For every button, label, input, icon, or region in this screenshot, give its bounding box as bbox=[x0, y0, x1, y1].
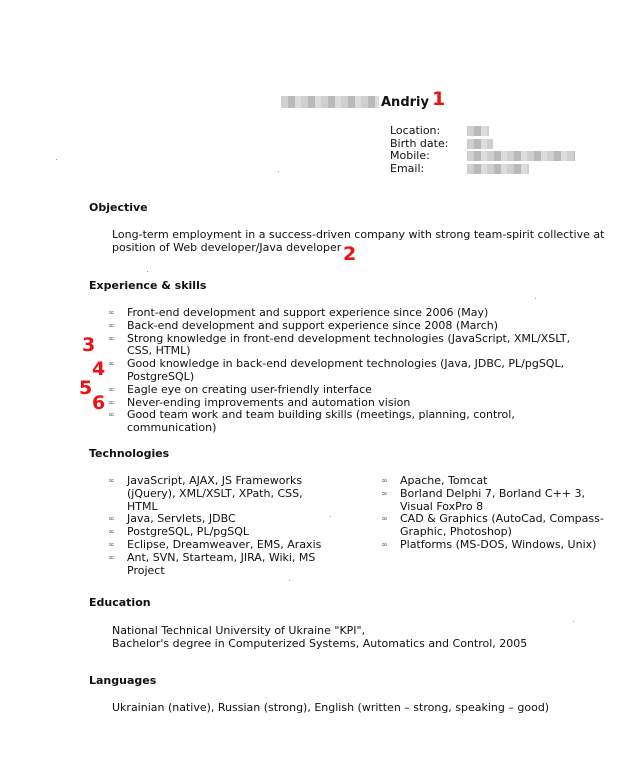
section-title-experience: Experience & skills bbox=[89, 279, 207, 292]
experience-list bbox=[107, 307, 597, 435]
technology-item: ∞ Ant, SVN, Starteam, JIRA, Wiki, MS Project bbox=[107, 552, 322, 578]
objective-text bbox=[112, 228, 612, 254]
scan-speck bbox=[535, 298, 536, 299]
contact-label-email: Email: bbox=[390, 162, 425, 176]
candidate-name: Andriy bbox=[381, 95, 429, 110]
scan-speck bbox=[278, 171, 279, 172]
scan-speck bbox=[573, 621, 574, 622]
experience-item: ∞ Good team work and team building skills (meetings, planning, control, communication) bbox=[107, 409, 597, 435]
technology-item: ∞ JavaScript, AJAX, JS Frameworks (jQuery), XML/XSLT, XPath, CSS, HTML bbox=[107, 475, 322, 513]
education-line-2: Bachelor's degree in Computerized Systems, Automatics and Control, 2005 bbox=[112, 637, 528, 650]
contact-labels bbox=[390, 125, 470, 176]
annotation-marker-4: 4 bbox=[92, 358, 106, 380]
technology-item: ∞ Platforms (MS-DOS, Windows, Unix) bbox=[380, 539, 605, 552]
contact-label-birth-date: Birth date: bbox=[390, 136, 449, 150]
section-title-technologies: Technologies bbox=[89, 447, 170, 460]
annotation-marker-2: 2 bbox=[343, 243, 357, 265]
technology-item: ∞ CAD & Graphics (AutoCad, Compass-Graphic, Photoshop) bbox=[380, 513, 605, 539]
redacted-birth-date bbox=[467, 139, 493, 149]
technology-item: ∞ Java, Servlets, JDBC bbox=[107, 513, 322, 526]
technology-item: ∞ Borland Delphi 7, Borland C++ 3, Visual FoxPro 8 bbox=[380, 488, 605, 514]
redacted-surname bbox=[281, 96, 379, 108]
section-title-education: Education bbox=[89, 596, 151, 609]
objective-line-2: position of Web developer/Java developer bbox=[112, 241, 342, 254]
contact-label-location: Location: bbox=[390, 124, 441, 137]
annotation-marker-1: 1 bbox=[432, 88, 446, 110]
scan-speck bbox=[56, 159, 57, 160]
technology-item: ∞ PostgreSQL, PL/pgSQL bbox=[107, 526, 322, 539]
section-title-languages: Languages bbox=[89, 674, 157, 687]
technologies-right-list bbox=[380, 475, 605, 552]
technology-item: ∞ Eclipse, Dreamweaver, EMS, Araxis bbox=[107, 539, 322, 552]
section-title-objective: Objective bbox=[89, 201, 148, 214]
education-text bbox=[112, 624, 592, 650]
experience-item: ∞ Good knowledge in back-end development technologies (Java, JDBC, PL/pgSQL, PostgreSQL) bbox=[107, 358, 597, 384]
annotation-marker-3: 3 bbox=[82, 334, 96, 356]
experience-item: ∞ Strong knowledge in front-end development technologies (JavaScript, XML/XSLT, CSS, HTML) bbox=[107, 333, 597, 359]
languages-text: Ukrainian (native), Russian (strong), English (written – strong, speaking – good) bbox=[112, 701, 550, 714]
contact-label-mobile: Mobile: bbox=[390, 149, 430, 163]
scan-speck bbox=[147, 271, 148, 272]
scan-speck bbox=[289, 580, 290, 581]
annotation-marker-5: 5 bbox=[79, 377, 93, 399]
experience-item: ∞ Eagle eye on creating user-friendly interface bbox=[107, 384, 597, 397]
experience-item: ∞ Front-end development and support experience since 2006 (May) bbox=[107, 307, 597, 320]
redacted-mobile bbox=[467, 151, 575, 161]
redacted-location bbox=[467, 126, 489, 136]
annotation-marker-6: 6 bbox=[92, 392, 106, 414]
redacted-email bbox=[467, 164, 529, 174]
objective-line-1: Long-term employment in a success-driven company with strong team-spirit collective at bbox=[112, 228, 605, 241]
technologies-left-list bbox=[107, 475, 322, 577]
education-line-1: National Technical University of Ukraine "KPI", bbox=[112, 624, 366, 637]
technology-item: ∞ Apache, Tomcat bbox=[380, 475, 605, 488]
experience-item: ∞ Back-end development and support experience since 2008 (March) bbox=[107, 320, 597, 333]
experience-item: ∞ Never-ending improvements and automation vision bbox=[107, 397, 597, 410]
scan-speck bbox=[330, 516, 331, 517]
